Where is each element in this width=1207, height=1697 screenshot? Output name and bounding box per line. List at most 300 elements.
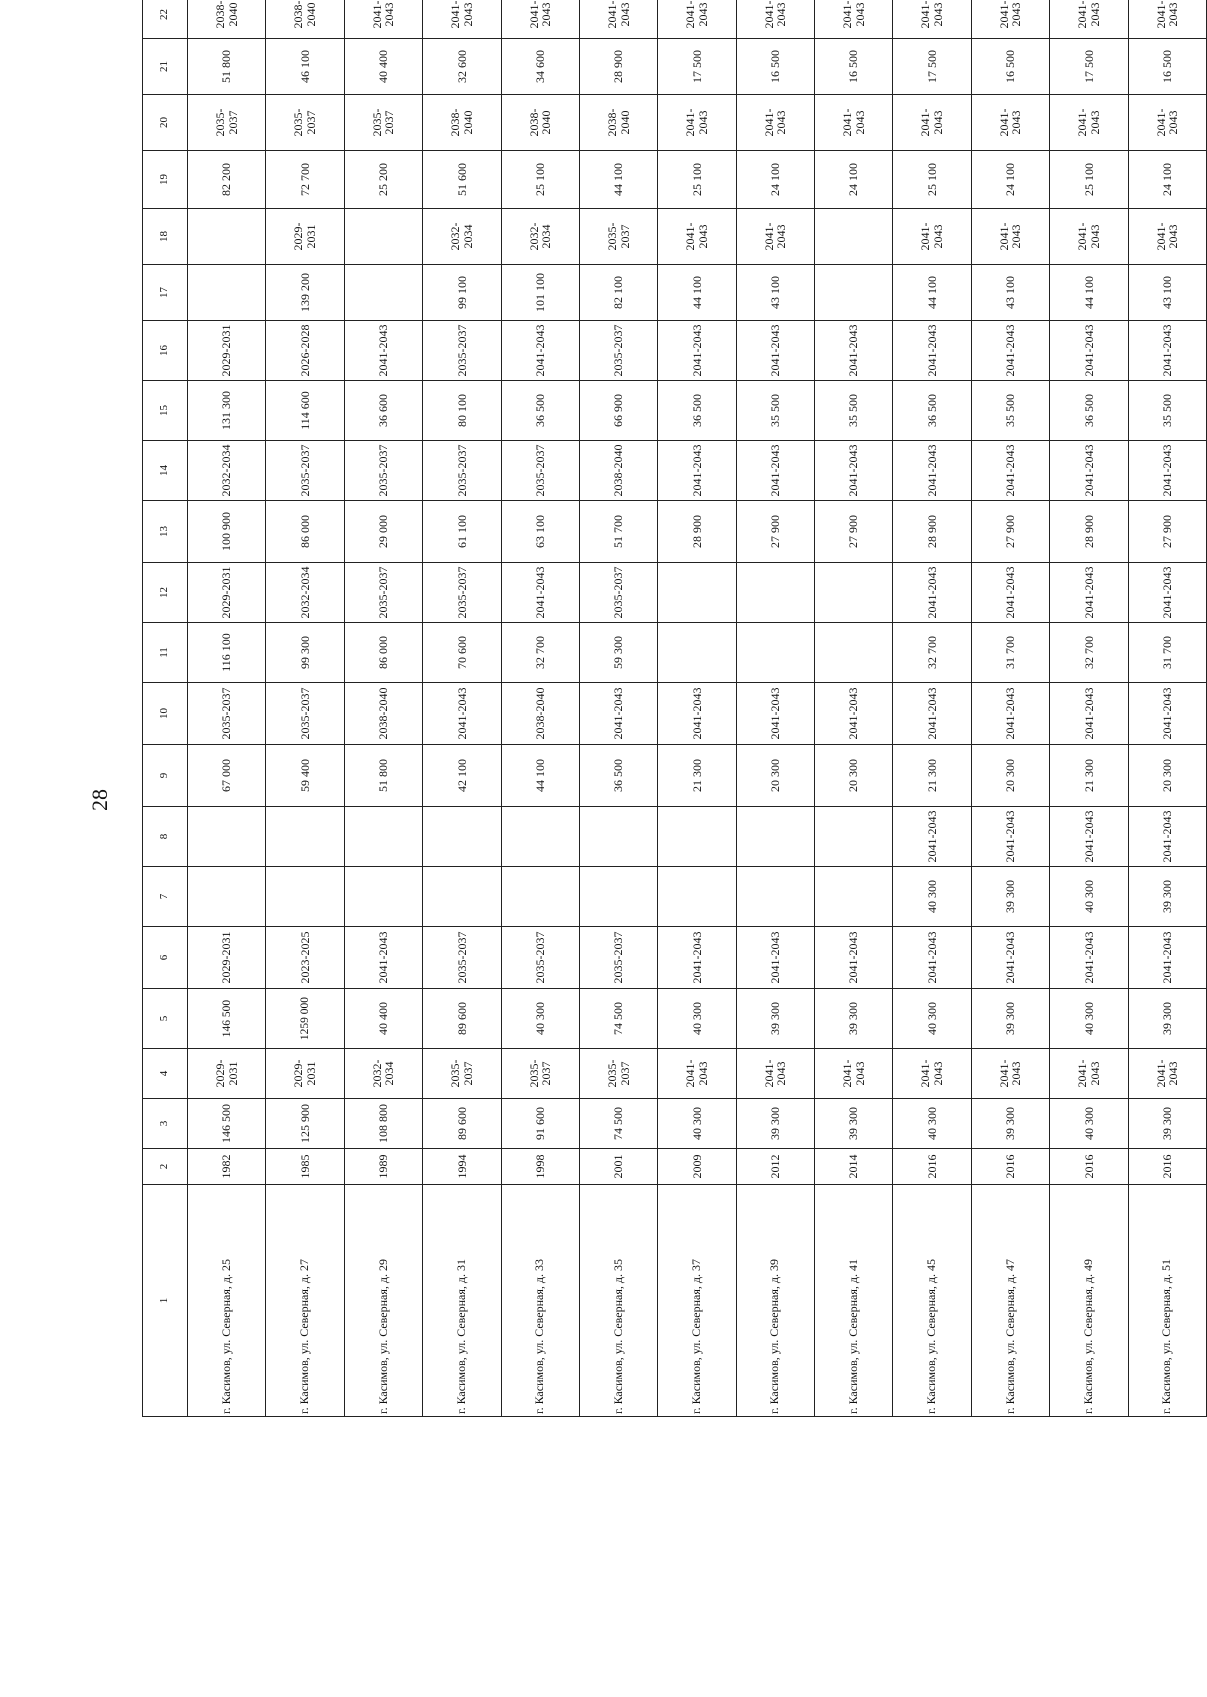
address-cell: г. Касимов, ул. Северная, д. 31 [423, 1185, 501, 1417]
table-cell: 2041-2043 [1050, 563, 1128, 623]
table-cell: 2041-2043 [658, 321, 736, 381]
address-cell: г. Касимов, ул. Северная, д. 47 [971, 1185, 1049, 1417]
table-cell: 2014 [815, 1149, 893, 1185]
table-cell: 82 100 [579, 265, 657, 321]
table-cell: 39 300 [736, 989, 814, 1049]
table-cell: 2035-2037 [423, 321, 501, 381]
table-cell [658, 563, 736, 623]
header-cell: 9 [143, 745, 188, 807]
table-cell: 36 500 [893, 381, 971, 441]
table-cell: 2041-2043 [658, 683, 736, 745]
table-cell: 21 300 [658, 745, 736, 807]
table-cell: 39 300 [736, 1099, 814, 1149]
table-cell: 2041-2043 [1050, 0, 1128, 39]
address-cell: г. Касимов, ул. Северная, д. 27 [266, 1185, 344, 1417]
header-cell: 3 [143, 1099, 188, 1149]
table-row [1128, 0, 1207, 1417]
table-cell: 2041-2043 [1128, 0, 1207, 39]
table-cell [266, 807, 344, 867]
table-cell: 28 900 [658, 501, 736, 563]
header-cell: 7 [143, 867, 188, 927]
table-cell: 2041-2043 [736, 209, 814, 265]
header-cell: 1 [143, 1185, 188, 1417]
table-cell [736, 623, 814, 683]
table-cell: 2041-2043 [658, 0, 736, 39]
table-cell: 2041-2043 [1050, 95, 1128, 151]
table-cell [815, 563, 893, 623]
address-cell: г. Касимов, ул. Северная, д. 45 [893, 1185, 971, 1417]
table-cell: 2041-2043 [893, 209, 971, 265]
table-cell [736, 807, 814, 867]
address-cell: г. Касимов, ул. Северная, д. 25 [188, 1185, 266, 1417]
table-cell: 2041-2043 [971, 441, 1049, 501]
table-cell: 40 300 [1050, 989, 1128, 1049]
table-cell: 25 100 [1050, 151, 1128, 209]
table-cell: 16 500 [815, 39, 893, 95]
header-cell: 20 [143, 95, 188, 151]
table-cell: 2035-2037 [423, 441, 501, 501]
table-cell: 35 500 [971, 381, 1049, 441]
table-cell: 2041-2043 [815, 1049, 893, 1099]
table-cell: 2041-2043 [658, 95, 736, 151]
table-cell: 1985 [266, 1149, 344, 1185]
table-cell: 17 500 [1050, 39, 1128, 95]
table-cell [344, 265, 422, 321]
table-cell: 24 100 [815, 151, 893, 209]
table-cell: 2032-2034 [501, 209, 579, 265]
table-cell: 43 100 [971, 265, 1049, 321]
table-cell: 40 300 [893, 989, 971, 1049]
address-cell: г. Касимов, ул. Северная, д. 51 [1128, 1185, 1207, 1417]
table-cell: 25 200 [344, 151, 422, 209]
table-cell: 1989 [344, 1149, 422, 1185]
table-cell: 25 100 [658, 151, 736, 209]
table-row [344, 0, 422, 1417]
table-cell: 108 800 [344, 1099, 422, 1149]
table-cell: 17 500 [893, 39, 971, 95]
table-cell: 2035-2037 [266, 95, 344, 151]
table-cell: 89 600 [423, 989, 501, 1049]
table-cell: 32 700 [1050, 623, 1128, 683]
table-cell [344, 807, 422, 867]
table-cell: 80 100 [423, 381, 501, 441]
table-cell: 2041-2043 [815, 683, 893, 745]
table-cell: 44 100 [893, 265, 971, 321]
table-cell: 2035-2037 [423, 927, 501, 989]
table-cell: 2041-2043 [423, 683, 501, 745]
table-cell [579, 807, 657, 867]
table-cell: 44 100 [1050, 265, 1128, 321]
table-cell: 74 500 [579, 1099, 657, 1149]
header-cell: 5 [143, 989, 188, 1049]
header-cell: 10 [143, 683, 188, 745]
table-cell [423, 807, 501, 867]
address-cell: г. Касимов, ул. Северная, д. 33 [501, 1185, 579, 1417]
header-cell: 8 [143, 807, 188, 867]
table-cell: 2016 [893, 1149, 971, 1185]
table-cell: 44 100 [658, 265, 736, 321]
table-cell: 2041-2043 [1128, 807, 1207, 867]
table-cell: 114 600 [266, 381, 344, 441]
header-cell: 14 [143, 441, 188, 501]
table-cell: 51 600 [423, 151, 501, 209]
table-cell: 40 300 [658, 1099, 736, 1149]
table-row [658, 0, 736, 1417]
table-cell: 32 700 [893, 623, 971, 683]
table-cell: 2041-2043 [1050, 807, 1128, 867]
table-cell: 2041-2043 [736, 1049, 814, 1099]
table-cell: 2035-2037 [579, 321, 657, 381]
table-cell: 35 500 [736, 381, 814, 441]
table-cell [188, 209, 266, 265]
table-cell: 43 100 [736, 265, 814, 321]
table-cell: 2041-2043 [971, 807, 1049, 867]
table-cell: 2041-2043 [1128, 321, 1207, 381]
table-cell: 100 900 [188, 501, 266, 563]
table-cell: 2029-2031 [266, 1049, 344, 1099]
table-cell: 2016 [1050, 1149, 1128, 1185]
table-cell: 32 600 [423, 39, 501, 95]
table-cell: 2035-2037 [423, 563, 501, 623]
table-cell: 2016 [971, 1149, 1049, 1185]
table-cell: 116 100 [188, 623, 266, 683]
table-cell: 20 300 [1128, 745, 1207, 807]
table-row [1050, 0, 1128, 1417]
table-cell: 2041-2043 [893, 927, 971, 989]
table-cell: 2041-2043 [1128, 1049, 1207, 1099]
table-cell: 20 300 [736, 745, 814, 807]
table-cell: 16 500 [971, 39, 1049, 95]
table-cell [658, 807, 736, 867]
table-cell: 1259 000 [266, 989, 344, 1049]
table-cell: 2035-2037 [266, 683, 344, 745]
header-cell: 2 [143, 1149, 188, 1185]
table-cell: 72 700 [266, 151, 344, 209]
table-cell: 2041-2043 [893, 0, 971, 39]
table-cell: 2041-2043 [971, 209, 1049, 265]
table-cell: 2029-2031 [188, 1049, 266, 1099]
table-cell [188, 807, 266, 867]
header-cell: 12 [143, 563, 188, 623]
table-cell: 40 300 [1050, 867, 1128, 927]
table-cell: 35 500 [815, 381, 893, 441]
rotated-table-frame [142, 0, 1207, 1417]
table-cell: 99 300 [266, 623, 344, 683]
table-cell: 39 300 [1128, 989, 1207, 1049]
table-cell: 35 500 [1128, 381, 1207, 441]
table-cell: 2038-2040 [579, 441, 657, 501]
table-cell: 74 500 [579, 989, 657, 1049]
table-cell [188, 867, 266, 927]
table-cell: 2023-2025 [266, 927, 344, 989]
table-cell: 24 100 [1128, 151, 1207, 209]
address-cell: г. Касимов, ул. Северная, д. 29 [344, 1185, 422, 1417]
table-cell: 39 300 [971, 867, 1049, 927]
table-cell: 91 600 [501, 1099, 579, 1149]
table-cell: 2035-2037 [501, 1049, 579, 1099]
table-cell: 51 700 [579, 501, 657, 563]
table-wrapper [142, 0, 1207, 1417]
table-cell [815, 265, 893, 321]
table-cell: 36 500 [501, 381, 579, 441]
table-cell: 25 100 [501, 151, 579, 209]
table-cell [815, 623, 893, 683]
table-cell: 2041-2043 [736, 0, 814, 39]
table-cell: 2016 [1128, 1149, 1207, 1185]
table-cell [344, 209, 422, 265]
table-cell: 2041-2043 [579, 0, 657, 39]
table-cell: 2041-2043 [1050, 927, 1128, 989]
page-number: 28 [87, 789, 112, 811]
table-cell: 28 900 [1050, 501, 1128, 563]
header-cell: 22 [143, 0, 188, 39]
table-cell: 2041-2043 [658, 1049, 736, 1099]
table-cell: 59 400 [266, 745, 344, 807]
table-cell: 40 300 [893, 1099, 971, 1149]
table-cell: 66 900 [579, 381, 657, 441]
table-cell [188, 265, 266, 321]
table-cell: 2035-2037 [501, 441, 579, 501]
table-cell: 32 700 [501, 623, 579, 683]
table-cell: 2041-2043 [1128, 441, 1207, 501]
table-cell: 2041-2043 [1128, 563, 1207, 623]
table-cell: 39 300 [1128, 1099, 1207, 1149]
table-cell: 2041-2043 [971, 927, 1049, 989]
table-cell: 39 300 [971, 989, 1049, 1049]
table-cell: 2041-2043 [423, 0, 501, 39]
table-cell: 2041-2043 [1050, 209, 1128, 265]
table-cell: 2041-2043 [815, 927, 893, 989]
table-cell: 27 900 [971, 501, 1049, 563]
table-cell: 131 300 [188, 381, 266, 441]
table-cell: 2035-2037 [344, 95, 422, 151]
header-cell: 6 [143, 927, 188, 989]
table-cell [501, 807, 579, 867]
table-cell [815, 209, 893, 265]
table-cell: 2041-2043 [736, 321, 814, 381]
table-cell [266, 867, 344, 927]
table-cell: 36 500 [579, 745, 657, 807]
table-cell: 28 900 [579, 39, 657, 95]
table-cell: 39 300 [815, 989, 893, 1049]
table-cell: 2035-2037 [501, 927, 579, 989]
header-row [143, 0, 188, 1417]
table-cell: 146 500 [188, 1099, 266, 1149]
table-cell: 67 000 [188, 745, 266, 807]
table-cell: 2038-2040 [344, 683, 422, 745]
table-cell: 2026-2028 [266, 321, 344, 381]
header-cell: 15 [143, 381, 188, 441]
table-row [893, 0, 971, 1417]
table-cell: 2041-2043 [893, 95, 971, 151]
header-cell: 11 [143, 623, 188, 683]
table-cell: 2035-2037 [188, 683, 266, 745]
table-cell: 36 600 [344, 381, 422, 441]
table-cell: 86 000 [266, 501, 344, 563]
address-cell: г. Касимов, ул. Северная, д. 49 [1050, 1185, 1128, 1417]
table-cell: 2041-2043 [344, 0, 422, 39]
table-cell: 29 000 [344, 501, 422, 563]
table-cell: 39 300 [971, 1099, 1049, 1149]
table-cell [658, 623, 736, 683]
table-cell [344, 867, 422, 927]
table-cell: 2038-2040 [501, 683, 579, 745]
table-cell: 36 500 [1050, 381, 1128, 441]
table-cell: 24 100 [971, 151, 1049, 209]
table-cell: 2035-2037 [266, 441, 344, 501]
table-row [815, 0, 893, 1417]
table-cell: 1994 [423, 1149, 501, 1185]
table-cell: 2035-2037 [579, 209, 657, 265]
table-row [579, 0, 657, 1417]
table-body [188, 0, 1207, 1417]
table-cell: 16 500 [736, 39, 814, 95]
table-cell: 2041-2043 [1050, 321, 1128, 381]
table-cell: 2041-2043 [893, 563, 971, 623]
table-cell [736, 563, 814, 623]
header-cell: 19 [143, 151, 188, 209]
table-row [188, 0, 266, 1417]
table-cell: 2038-2040 [501, 95, 579, 151]
table-cell: 28 900 [893, 501, 971, 563]
table-cell: 51 800 [188, 39, 266, 95]
table-cell: 2041-2043 [1128, 209, 1207, 265]
table-cell: 2009 [658, 1149, 736, 1185]
table-cell [579, 867, 657, 927]
table-cell: 101 100 [501, 265, 579, 321]
table-cell: 2038-2040 [188, 0, 266, 39]
table-cell: 2041-2043 [501, 563, 579, 623]
table-cell: 1982 [188, 1149, 266, 1185]
data-table [142, 0, 1207, 1417]
table-cell: 46 100 [266, 39, 344, 95]
table-cell: 2041-2043 [971, 321, 1049, 381]
table-cell: 39 300 [815, 1099, 893, 1149]
table-cell: 2035-2037 [344, 441, 422, 501]
table-cell: 2041-2043 [736, 927, 814, 989]
table-cell: 2041-2043 [971, 683, 1049, 745]
table-cell: 2001 [579, 1149, 657, 1185]
table-cell: 2041-2043 [658, 441, 736, 501]
table-cell: 31 700 [971, 623, 1049, 683]
table-cell [658, 867, 736, 927]
table-cell: 51 800 [344, 745, 422, 807]
table-cell: 40 400 [344, 39, 422, 95]
address-cell: г. Касимов, ул. Северная, д. 37 [658, 1185, 736, 1417]
table-row [736, 0, 814, 1417]
table-cell: 17 500 [658, 39, 736, 95]
table-cell: 20 300 [815, 745, 893, 807]
table-cell: 139 200 [266, 265, 344, 321]
table-cell: 61 100 [423, 501, 501, 563]
table-cell: 2035-2037 [188, 95, 266, 151]
table-cell: 2041-2043 [1050, 1049, 1128, 1099]
header-cell: 16 [143, 321, 188, 381]
table-cell: 2032-2034 [423, 209, 501, 265]
table-cell: 2041-2043 [658, 209, 736, 265]
table-cell [815, 867, 893, 927]
table-row [423, 0, 501, 1417]
table-cell: 2041-2043 [1050, 441, 1128, 501]
table-cell [815, 807, 893, 867]
table-cell: 2041-2043 [815, 95, 893, 151]
table-cell: 82 200 [188, 151, 266, 209]
table-cell: 21 300 [893, 745, 971, 807]
table-row [266, 0, 344, 1417]
table-cell: 2035-2037 [579, 1049, 657, 1099]
table-cell: 2041-2043 [344, 321, 422, 381]
table-cell: 2041-2043 [1050, 683, 1128, 745]
table-cell: 2029-2031 [266, 209, 344, 265]
table-cell: 125 900 [266, 1099, 344, 1149]
table-cell: 2041-2043 [501, 321, 579, 381]
table-cell: 2041-2043 [971, 95, 1049, 151]
table-cell: 24 100 [736, 151, 814, 209]
table-cell: 2012 [736, 1149, 814, 1185]
table-cell: 2029-2031 [188, 563, 266, 623]
table-cell: 44 100 [579, 151, 657, 209]
table-cell: 2041-2043 [1128, 927, 1207, 989]
table-cell: 63 100 [501, 501, 579, 563]
table-cell: 2038-2040 [423, 95, 501, 151]
header-cell: 18 [143, 209, 188, 265]
table-cell: 25 100 [893, 151, 971, 209]
table-cell: 2041-2043 [893, 321, 971, 381]
table-cell: 2035-2037 [579, 927, 657, 989]
table-cell: 27 900 [736, 501, 814, 563]
table-cell: 2041-2043 [971, 1049, 1049, 1099]
header-cell: 13 [143, 501, 188, 563]
table-cell: 42 100 [423, 745, 501, 807]
table-cell: 36 500 [658, 381, 736, 441]
table-cell: 34 600 [501, 39, 579, 95]
table-cell: 43 100 [1128, 265, 1207, 321]
table-cell: 2041-2043 [501, 0, 579, 39]
header-cell: 17 [143, 265, 188, 321]
table-cell [736, 867, 814, 927]
table-cell: 21 300 [1050, 745, 1128, 807]
table-cell: 2041-2043 [658, 927, 736, 989]
table-cell: 2032-2034 [188, 441, 266, 501]
address-cell: г. Касимов, ул. Северная, д. 41 [815, 1185, 893, 1417]
table-cell: 2029-2031 [188, 321, 266, 381]
table-cell: 2041-2043 [971, 0, 1049, 39]
table-cell: 40 300 [501, 989, 579, 1049]
table-cell: 2041-2043 [736, 441, 814, 501]
table-cell: 27 900 [815, 501, 893, 563]
table-cell: 2041-2043 [971, 563, 1049, 623]
table-cell: 146 500 [188, 989, 266, 1049]
table-cell: 31 700 [1128, 623, 1207, 683]
table-cell: 40 400 [344, 989, 422, 1049]
table-cell: 2032-2034 [344, 1049, 422, 1099]
table-cell: 39 300 [1128, 867, 1207, 927]
table-cell: 16 500 [1128, 39, 1207, 95]
table-row [971, 0, 1049, 1417]
table-cell: 2035-2037 [344, 563, 422, 623]
table-cell: 99 100 [423, 265, 501, 321]
table-cell: 2041-2043 [893, 807, 971, 867]
table-cell: 2041-2043 [344, 927, 422, 989]
table-cell [501, 867, 579, 927]
table-cell: 2041-2043 [736, 683, 814, 745]
table-cell [423, 867, 501, 927]
header-cell: 4 [143, 1049, 188, 1099]
table-cell: 2041-2043 [893, 683, 971, 745]
table-cell: 2041-2043 [815, 441, 893, 501]
table-cell: 59 300 [579, 623, 657, 683]
table-cell: 40 300 [658, 989, 736, 1049]
